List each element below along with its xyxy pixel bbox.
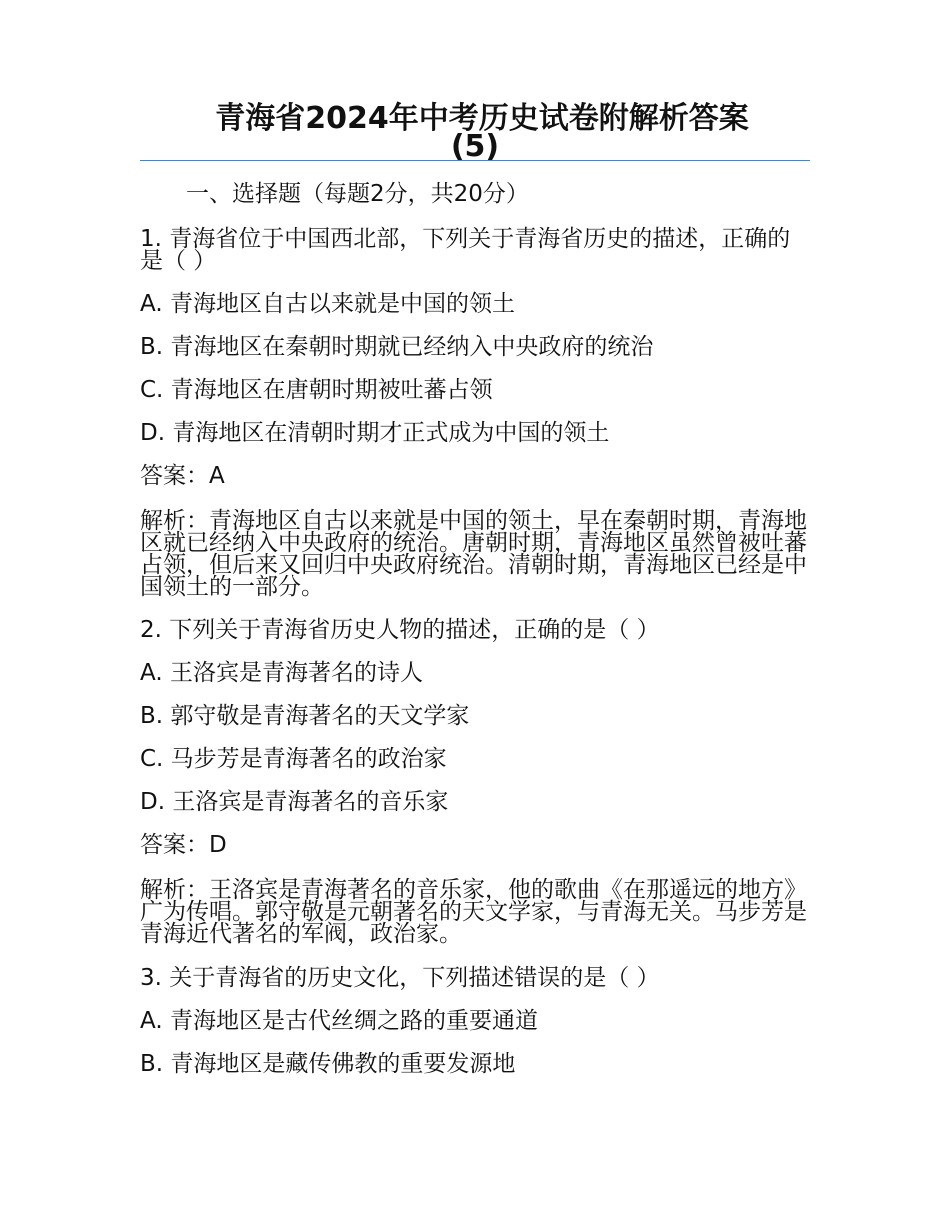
question-1-option-c: C. 青海地区在唐朝时期被吐蕃占领 [140,377,493,403]
question-3-stem: 3. 关于青海省的历史文化，下列描述错误的是（ ） [140,965,660,991]
question-1-option-a: A. 青海地区自古以来就是中国的领土 [140,291,515,317]
question-2-answer: 答案：D [140,832,227,858]
question-1-analysis: 解析：青海地区自古以来就是中国的领土，早在秦朝时期，青海地区就已经纳入中央政府的统治。唐朝时期，青海地区虽然曾被吐蕃占领，但后来又回归中央政府统治。清朝时期，青海地区已经是中国领土的一部分。 [140,508,807,600]
document-title-continuation: (5) [450,129,500,164]
question-2-option-a: A. 王洛宾是青海著名的诗人 [140,660,423,686]
title-divider [140,160,810,161]
question-2-option-c: C. 马步芳是青海著名的政治家 [140,746,447,772]
question-3-option-a: A. 青海地区是古代丝绸之路的重要通道 [140,1008,538,1034]
question-1-option-d: D. 青海地区在清朝时期才正式成为中国的领土 [140,420,610,446]
question-1-answer: 答案：A [140,463,225,489]
question-2-analysis: 解析：王洛宾是青海著名的音乐家，他的歌曲《在那遥远的地方》广为传唱。郭守敬是元朝著名的天文学家，与青海无关。马步芳是青海近代著名的军阀，政治家。 [140,877,807,947]
question-1-option-b: B. 青海地区在秦朝时期就已经纳入中央政府的统治 [140,334,654,360]
question-2-option-d: D. 王洛宾是青海著名的音乐家 [140,789,449,815]
question-1-stem: 1. 青海省位于中国西北部，下列关于青海省历史的描述，正确的是（ ） [140,226,791,274]
question-2-option-b: B. 郭守敬是青海著名的天文学家 [140,703,470,729]
question-3-option-b: B. 青海地区是藏传佛教的重要发源地 [140,1051,516,1077]
section-heading: 一、选择题（每题2分，共20分） [186,181,529,207]
question-2-stem: 2. 下列关于青海省历史人物的描述，正确的是（ ） [140,617,660,643]
document-title: 青海省2024年中考历史试卷附解析答案 [215,101,749,136]
